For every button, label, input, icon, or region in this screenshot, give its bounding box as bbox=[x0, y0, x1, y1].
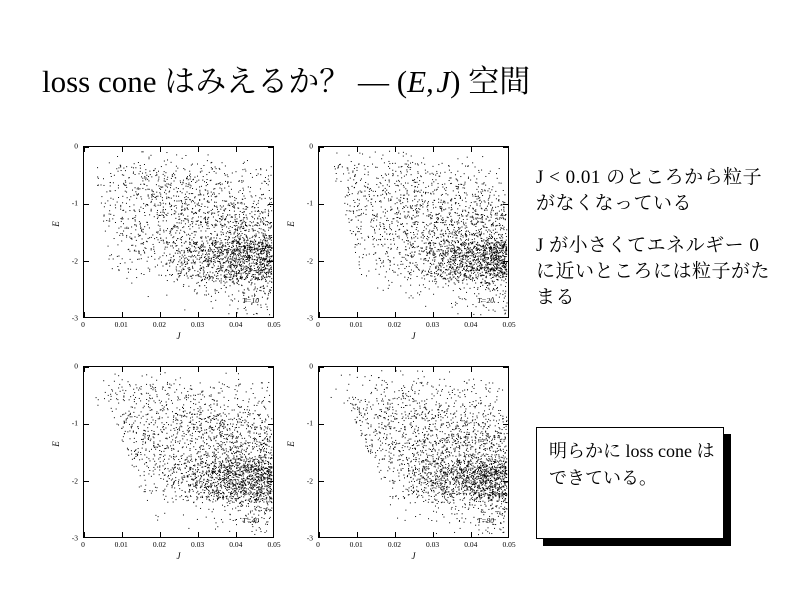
conclusion-callout bbox=[536, 427, 724, 539]
x-tick-labels-3: 0 0.01 0.02 0.03 0.04 0.05 bbox=[316, 540, 516, 549]
panel-tag-0: T=10 bbox=[242, 296, 259, 305]
axis-title-y-0: E bbox=[50, 221, 61, 227]
scatter-points-2 bbox=[84, 367, 273, 537]
axis-title-x-3: J bbox=[411, 551, 416, 561]
panel-tag-3: T=80 bbox=[477, 516, 494, 525]
panel-tag-1: T=20 bbox=[477, 296, 494, 305]
chart-panel-t10 bbox=[50, 138, 290, 358]
chart-panel-t40 bbox=[50, 358, 290, 578]
y-tick-labels-1: 0 -1 -2 -3 bbox=[306, 141, 313, 323]
axis-title-y-1: E bbox=[285, 221, 296, 227]
title-math-E-J: E, J bbox=[407, 64, 451, 99]
callout-text: 明らかに loss cone はできている。 bbox=[536, 427, 724, 539]
axis-title-y-2: E bbox=[50, 441, 61, 447]
axis-title-x-0: J bbox=[176, 331, 181, 341]
plot-area-1 bbox=[318, 146, 509, 318]
chart-panel-grid bbox=[50, 138, 525, 578]
panel-tag-2: T=40 bbox=[242, 516, 259, 525]
y-tick-labels-0: 0 -1 -2 -3 bbox=[71, 141, 78, 323]
page-title bbox=[42, 62, 762, 102]
side-paragraph-1: J < 0.01 のところから粒子がなくなっている bbox=[536, 167, 763, 214]
x-tick-labels-2: 0 0.01 0.02 0.03 0.04 0.05 bbox=[81, 540, 281, 549]
title-text-roman-2: ) 空間 bbox=[450, 64, 531, 99]
x-tick-labels-0: 0 0.01 0.02 0.03 0.04 0.05 bbox=[81, 320, 281, 329]
axis-title-y-3: E bbox=[285, 441, 296, 447]
plot-area-2 bbox=[83, 366, 274, 538]
side-paragraph-2: J が小さくてエネルギー 0 に近いところには粒子がたまる bbox=[536, 235, 771, 308]
plot-area-0 bbox=[83, 146, 274, 318]
chart-panel-t20 bbox=[285, 138, 525, 358]
scatter-points-0 bbox=[84, 147, 273, 317]
y-tick-labels-2: 0 -1 -2 -3 bbox=[71, 361, 78, 543]
chart-panel-t80 bbox=[285, 358, 525, 578]
scatter-points-3 bbox=[319, 367, 508, 537]
axis-title-x-2: J bbox=[176, 551, 181, 561]
x-tick-labels-1: 0 0.01 0.02 0.03 0.04 0.05 bbox=[316, 320, 516, 329]
scatter-points-1 bbox=[319, 147, 508, 317]
title-text-roman-1: loss cone はみえるか？ — ( bbox=[42, 64, 408, 99]
side-commentary bbox=[536, 165, 776, 327]
y-tick-labels-3: 0 -1 -2 -3 bbox=[306, 361, 313, 543]
plot-area-3 bbox=[318, 366, 509, 538]
axis-title-x-1: J bbox=[411, 331, 416, 341]
